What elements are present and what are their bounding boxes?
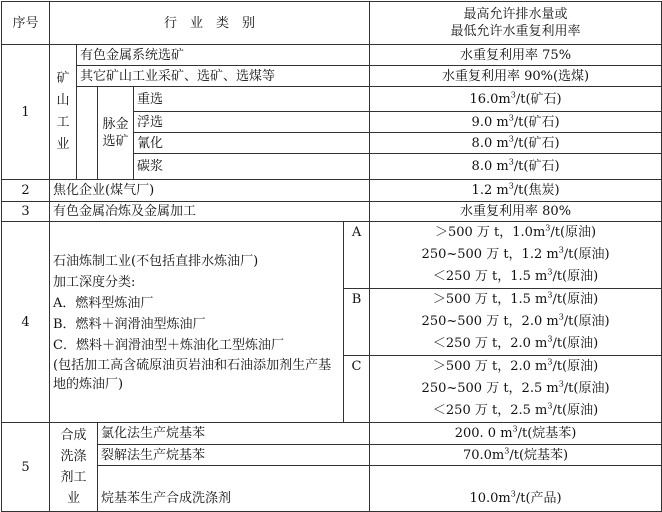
row4-class-label: B [344, 289, 370, 356]
row4-class-value: 250~500 万 t，1.2 $m^3/t$(原油) [421, 245, 610, 262]
row4-seq: 4 [2, 222, 50, 423]
row5-item-value: 200. 0 $m^3/t$(烷基苯) [370, 423, 662, 445]
row4-class-label: C [344, 356, 370, 423]
header-category: 行 业 类 别 [50, 2, 370, 45]
row1-sub-blank [77, 87, 98, 112]
row1-sub-item-name: 碳浆 [134, 154, 370, 180]
row1-group-mining [50, 45, 77, 180]
row4-class-values [370, 222, 662, 289]
row1-item-name: 有色金属系统选矿 [77, 45, 370, 66]
row1-sub-group-line: 选矿 [102, 134, 129, 149]
row4-desc-line: C．燃料＋润滑油型＋炼油化工型炼油厂 [53, 337, 284, 353]
row2-value: 1.2 $m^3/t$(焦炭) [370, 180, 662, 202]
row4-class-value: ＞500 万 t，$1.0m^3/t$(原油) [434, 223, 597, 240]
header-standard-line1: 最高允许排水量或 [463, 7, 568, 22]
row5-item-name: 裂解法生产烷基苯 [98, 445, 370, 466]
row2-name: 焦化企业(煤气厂) [50, 180, 370, 202]
row1-item-name: 其它矿山工业采矿、选矿、选煤等 [77, 66, 370, 87]
row1-sub-item-value: $16.0m^3/t$(矿石) [370, 87, 662, 112]
row3-value: 水重复利用率 80% [370, 202, 662, 222]
row4-desc-line: 石油炼制工业(不包括直排水炼油厂) [53, 253, 259, 269]
row4-class-value: ＜250 万 t，2.5 $m^3/t$(原油) [432, 401, 599, 418]
row1-item-value: 水重复利用率 90%(选煤) [370, 66, 662, 87]
row1-sub-item-name: 浮选 [134, 112, 370, 133]
header-standard-line2: 最低允许水重复利用率 [450, 24, 581, 39]
row4-description [50, 222, 344, 423]
wastewater-standards-table [1, 1, 662, 512]
row4-class-value: 250~500 万 t，2.0 $m^3/t$(原油) [421, 312, 610, 329]
row1-item-value: 水重复利用率 75% [370, 45, 662, 66]
row1-sub-group-line: 脉金 [102, 117, 129, 132]
row4-class-values [370, 356, 662, 423]
row5-item-value: $70.0m^3/t$(烷基苯) [370, 445, 662, 466]
row1-seq: 1 [2, 45, 50, 180]
row5-group-line: 合成 [60, 428, 87, 443]
row4-class-values [370, 289, 662, 356]
row5-group-line: 剂工 [60, 470, 87, 485]
row1-group-char: 山 [56, 93, 70, 108]
row3-seq: 3 [2, 202, 50, 222]
row1-group-char: 业 [56, 137, 70, 152]
row4-desc-line: 加工深度分类: [53, 274, 136, 290]
row5-item-value: $10.0m^3/t$(产品) [370, 466, 662, 512]
row5-group-line: 业 [66, 491, 80, 506]
row1-sub-item-value: 9.0 $m^3/t$(矿石) [370, 112, 662, 133]
row1-group-char: 矿 [56, 71, 70, 86]
row1-sub-group [98, 87, 134, 180]
row4-class-value: ＜250 万 t，1.5 $m^3/t$(原油) [432, 267, 599, 284]
row4-desc-line: B．燃料＋润滑油型炼油厂 [53, 316, 206, 332]
row1-sub-blank [77, 133, 98, 154]
row1-sub-item-name: 重选 [134, 87, 370, 112]
row1-sub-blank [77, 154, 98, 180]
row5-item-name: 烷基苯生产合成洗涤剂 [98, 466, 370, 512]
row1-sub-item-name: 氰化 [134, 133, 370, 154]
row2-seq: 2 [2, 180, 50, 202]
header-standard [370, 2, 662, 45]
row4-desc-line: (包括加工高含硫原油页岩油和石油添加剂生产基地的炼油厂) [53, 357, 332, 392]
row3-name: 有色金属冶炼及金属加工 [50, 202, 370, 222]
row4-class-label: A [344, 222, 370, 289]
header-seq: 序号 [2, 2, 50, 45]
row1-sub-item-value: 8.0 $m^3/t$(矿石) [370, 133, 662, 154]
row5-group-detergent [50, 423, 98, 512]
row5-group-line: 洗涤 [60, 449, 87, 464]
row4-class-value: ＞500 万 t，2.0 $m^3/t$(原油) [432, 357, 599, 374]
row4-class-value: ＞500 万 t，1.5 $m^3/t$(原油) [432, 290, 599, 307]
row1-sub-blank [77, 112, 98, 133]
row1-group-char: 工 [56, 115, 70, 130]
row4-class-value: 250~500 万 t，2.5 $m^3/t$(原油) [421, 379, 610, 396]
row5-seq: 5 [2, 423, 50, 512]
row1-sub-item-value: 8.0 $m^3/t$(矿石) [370, 154, 662, 180]
row4-class-value: ＜250 万 t，2.0 $m^3/t$(原油) [432, 334, 599, 351]
row4-desc-line: A．燃料型炼油厂 [53, 295, 154, 311]
row5-item-name: 氯化法生产烷基苯 [98, 423, 370, 445]
